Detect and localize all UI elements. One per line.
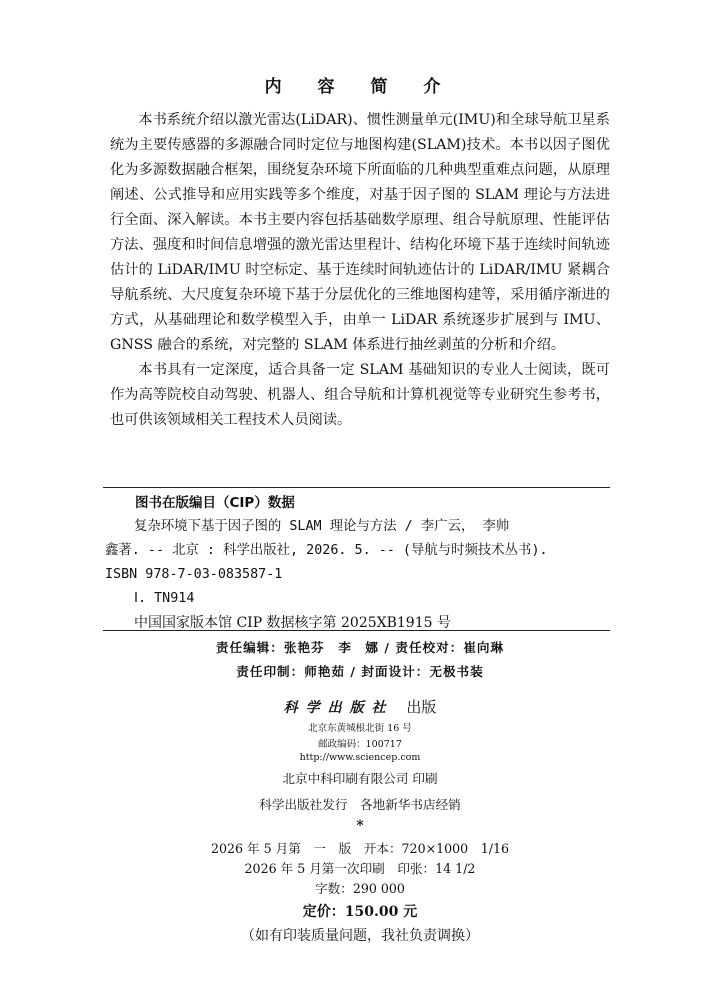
publish-word: 出版	[406, 698, 437, 716]
intro-paragraph-2: 本书具有一定深度，适合具备一定 SLAM 基础知识的专业人士阅读，既可作为高等院校自动驾驶、机器人、组合导航和计算机视觉等专业研究生参考书，也可供该领域相关工程技术人员阅读。	[110, 362, 610, 428]
distribution-line: 科学出版社发行 各地新华书店经销	[259, 797, 461, 812]
publisher-line	[0, 696, 720, 717]
quality-note: （如有印装质量问题，我社负责调换）	[241, 928, 479, 944]
printer-line: 北京中科印刷有限公司 印刷	[282, 771, 438, 786]
cip-line-classification: Ⅰ. TN914	[134, 591, 195, 606]
intro-paragraph-1: 本书系统介绍以激光雷达(LiDAR)、惯性测量单元(IMU)和全球导航卫星系统为主要传感器的多源融合同时定位与地图构建(SLAM)技术。本书以因子图优化为多源数据融合框架，围绕复杂环境下所面临的几种典型重难点问题，从原理阐述、公式推导和应用实践等多个维度，对基于因子图的 SLAM 理论与方法进行全面、深入解读。本书主要内容包括基础数学原理、组合导航原理、性能评估方法、强度和时间信息增强的激光雷达里程计、结构化环境下基于连续时间轨迹估计的 LiDAR/IMU 时空标定、基于连续时间轨迹估计的 LiDAR/IMU 紧耦合导航系统、大尺度复杂环境下基于分层优化的三维地图构建等，采用循序渐进的方式，从基础理论和数学模型入手，由单一 LiDAR 系统逐步扩展到与 IMU、GNSS 融合的系统，对完整的 SLAM 体系进行抽丝剥茧的分析和介绍。	[110, 112, 610, 353]
price: 定价：150.00 元	[302, 904, 418, 920]
cip-bottom-rule	[103, 630, 610, 631]
cip-heading: 图书在版编目（CIP）数据	[135, 495, 295, 511]
cip-block	[105, 515, 610, 635]
edition-line-2: 2026 年 5 月第一次印刷 印张：14 1/2	[244, 861, 476, 876]
edition-line-1: 2026 年 5 月第 一 版 开本：720×1000 1/16	[210, 841, 510, 856]
publisher-postcode: 邮政编码：100717	[318, 739, 402, 750]
publisher-logo: 科学出版社	[283, 700, 394, 716]
cip-line-title: 复杂环境下基于因子图的 SLAM 理论与方法 / 李广云， 李帅	[134, 519, 510, 534]
cip-line-publisher: 鑫著. -- 北京 : 科学出版社, 2026. 5. -- (导航与时频技术丛书).	[105, 543, 548, 558]
publisher-website: http://www.sciencep.com	[299, 752, 421, 763]
intro-section	[110, 108, 610, 433]
editors-line-2: 责任印制：师艳茹 / 封面设计：无极书装	[236, 664, 484, 679]
word-count: 字数：290 000	[315, 881, 405, 896]
cip-line-record-number: 中国国家版本馆 CIP 数据核字第 2025XB1915 号	[134, 615, 451, 631]
page-title: 内 容 简 介	[264, 77, 456, 97]
cip-top-rule	[103, 487, 610, 488]
cip-line-isbn: ISBN 978-7-03-083587-1	[105, 567, 283, 582]
editors-line-1: 责任编辑：张艳芬 李 娜 / 责任校对：崔向琳	[215, 640, 505, 655]
separator-star: *	[356, 818, 364, 834]
publisher-address: 北京东黄城根北街 16 号	[308, 723, 412, 734]
